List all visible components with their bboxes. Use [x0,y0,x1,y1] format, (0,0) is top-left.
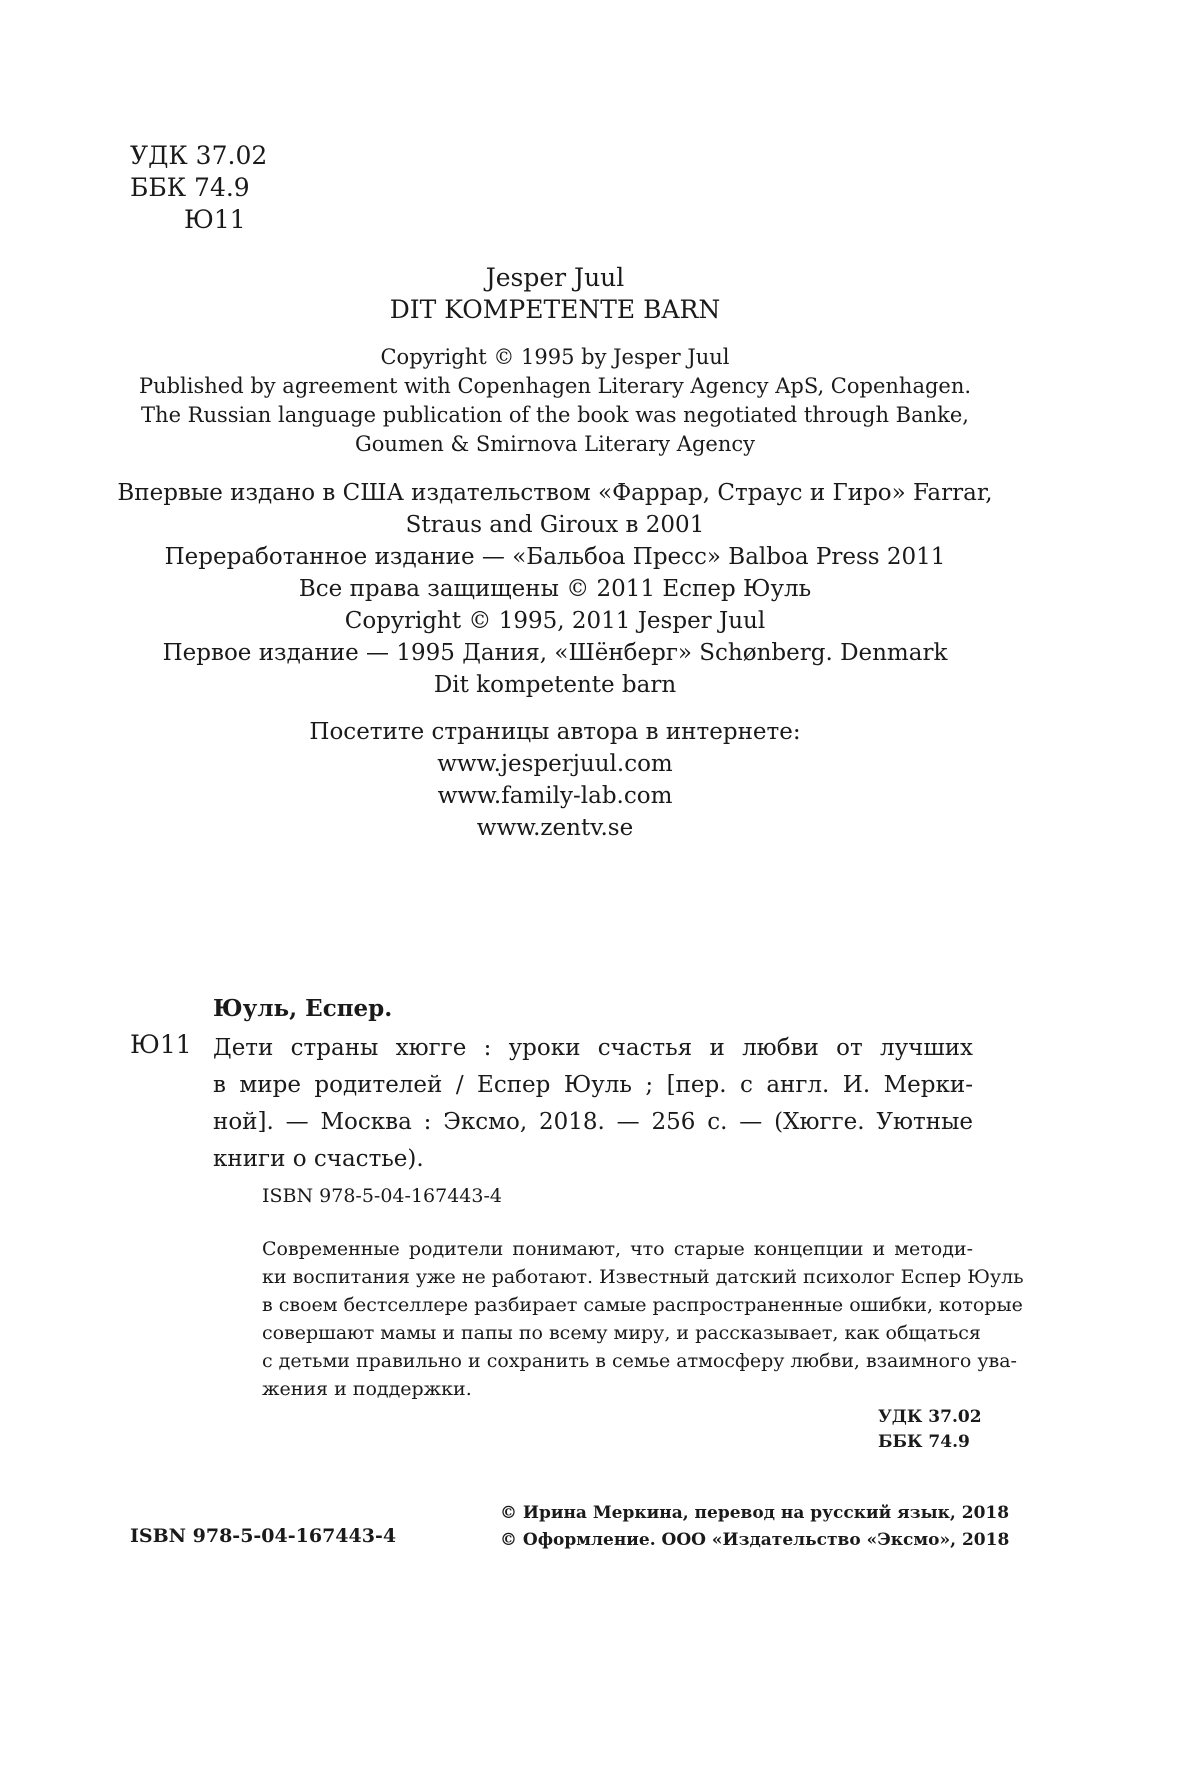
design-copyright: © Оформление. ООО «Издательство «Эксмо», 2018 [500,1530,1010,1550]
website-url: www.zentv.se [476,815,634,841]
edition-line: Dit kompetente barn [433,672,677,698]
annotation-line: в своем бестселлере разбирает самые распространенные ошибки, которые [262,1294,1023,1316]
edition-line: Straus and Giroux в 2001 [405,512,705,538]
annotation-line: Современные родители понимают, что старые концепции и методи- [262,1238,973,1260]
bibliographic-line: Дети страны хюгге : уроки счастья и любви от лучших [213,1035,973,1061]
edition-line: Переработанное издание — «Бальбоа Пресс» Balboa Press 2011 [164,544,946,570]
website-url: www.jesperjuul.com [437,751,673,777]
bibliographic-description [213,1030,973,1178]
websites-heading: Посетите страницы автора в интернете: [309,719,801,745]
copyright-line: Published by agreement with Copenhagen Literary Agency ApS, Copenhagen. [138,374,972,398]
udk-code: УДК 37.02 [878,1407,982,1427]
isbn-number: ISBN 978-5-04-167443-4 [130,1525,397,1547]
author-sign: Ю11 [184,205,246,234]
copyright-line: Goumen & Smirnova Literary Agency [355,432,755,456]
translation-copyright: © Ирина Меркина, перевод на русский язык, 2018 [500,1503,1010,1523]
original-title: DIT KOMPETENTE BARN [389,295,721,324]
bibliographic-code: Ю11 [130,1030,192,1059]
edition-line: Все права защищены © 2011 Еспер Юуль [298,576,812,602]
bibliographic-author: Юуль, Еспер. [213,995,393,1022]
annotation-line: совершают мамы и папы по всему миру, и рассказывает, как общаться [262,1322,981,1344]
classification-codes-bottom [878,1405,982,1455]
copyright-line: Copyright © 1995 by Jesper Juul [380,345,730,369]
original-author: Jesper Juul [485,263,625,292]
annotation-line: жения и поддержки. [262,1378,472,1400]
copyright-block [0,343,1110,459]
udk-code: УДК 37.02 [130,141,268,170]
edition-line: Первое издание — 1995 Дания, «Шёнберг» Schønberg. Denmark [162,640,948,666]
website-url: www.family-lab.com [437,783,673,809]
edition-line: Впервые издано в США издательством «Фаррар, Страус и Гиро» Farrar, [117,480,993,506]
bibliographic-line: книги о счастье). [213,1146,424,1172]
author-websites [0,716,1110,844]
edition-history [0,477,1110,701]
annotation [262,1235,1024,1403]
annotation-line: с детьми правильно и сохранить в семье атмосферу любви, взаимного ува- [262,1350,1017,1372]
bibliographic-line: в мире родителей / Еспер Юуль ; [пер. с англ. И. Мерки- [213,1072,973,1098]
footer-copyrights [500,1500,1010,1554]
copyright-line: The Russian language publication of the book was negotiated through Banke, [141,403,969,427]
original-edition [0,262,1110,326]
classification-codes [130,140,267,236]
bibliographic-line: ной]. — Москва : Эксмо, 2018. — 256 с. — (Хюгге. Уютные [213,1109,973,1135]
bbk-code: ББК 74.9 [878,1432,970,1452]
annotation-line: ки воспитания уже не работают. Известный датский психолог Еспер Юуль [262,1266,1024,1288]
bibliographic-isbn: ISBN 978-5-04-167443-4 [262,1185,502,1207]
edition-line: Copyright © 1995, 2011 Jesper Juul [344,608,766,634]
bbk-code: ББК 74.9 [130,173,250,202]
